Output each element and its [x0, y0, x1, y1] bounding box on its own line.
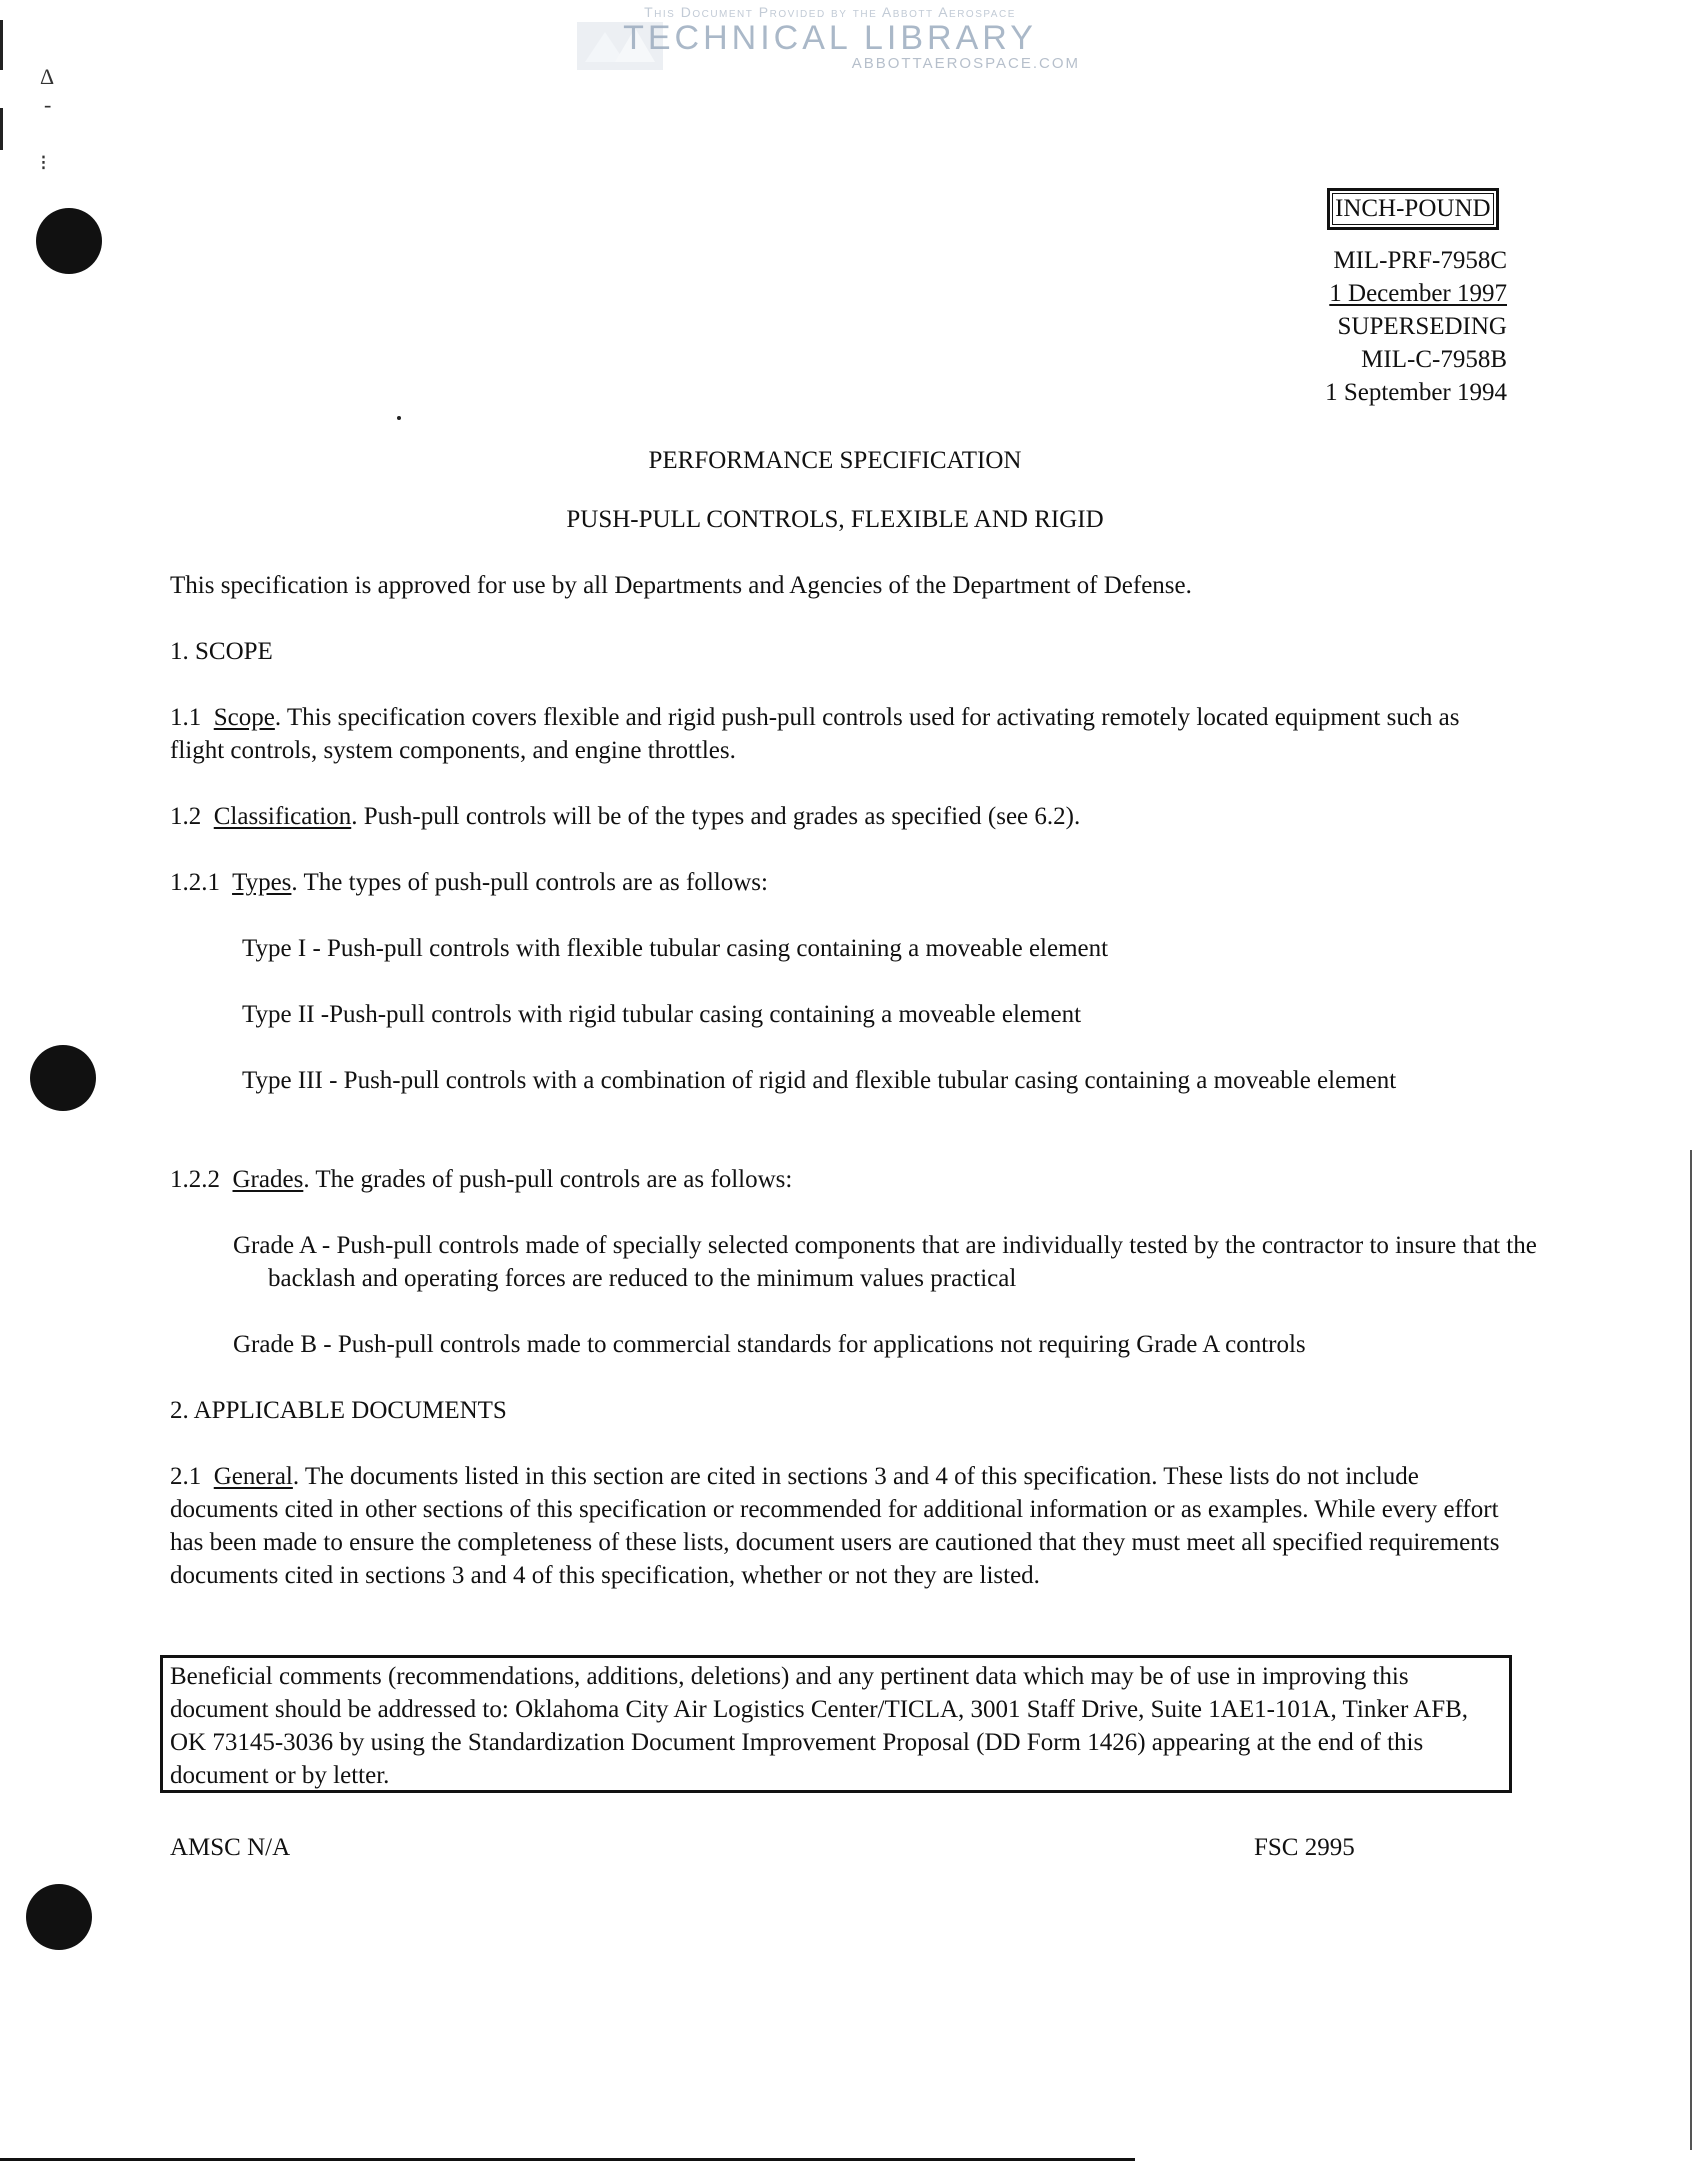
- type-list-item: Type I - Push-pull controls with flexible tubular casing containing a moveable element: [242, 935, 1109, 962]
- para-text: . Push-pull controls will be of the types and grades as specified (see 6.2).: [351, 803, 1081, 830]
- paragraph-2-1: [170, 1460, 1510, 1592]
- paragraph-1-2-1: [170, 866, 1510, 899]
- doc-number: MIL-PRF-7958C: [1333, 247, 1507, 274]
- para-title: General: [213, 1463, 293, 1490]
- watermark: [560, 4, 1100, 72]
- para-text: . This specification covers flexible and rigid push-pull controls used for activating remotely located equipment such as flight controls, system components, and engine throttles.: [170, 704, 1460, 764]
- punch-hole-icon: [26, 1884, 92, 1950]
- para-text: . The grades of push-pull controls are as follows:: [303, 1166, 793, 1193]
- superseding-label: SUPERSEDING: [1337, 313, 1507, 340]
- type-list-item: Type II -Push-pull controls with rigid tubular casing containing a moveable element: [242, 1001, 1082, 1028]
- scan-edge-mark: [0, 108, 3, 150]
- para-title: Scope: [213, 704, 275, 731]
- punch-hole-icon: [36, 208, 102, 274]
- punch-hole-icon: [30, 1045, 96, 1111]
- section-1-heading: 1. SCOPE: [170, 638, 273, 665]
- watermark-title: TECHNICAL LIBRARY: [623, 19, 1037, 57]
- grade-list-item: Grade A - Push-pull controls made of specially selected components that are individually tested by the contractor to insure that the backlash and operating forces are reduced to the minimum values practical: [233, 1232, 1537, 1292]
- spec-title: PUSH-PULL CONTROLS, FLEXIBLE AND RIGID: [566, 506, 1104, 533]
- scan-right-edge: [1690, 1150, 1692, 2150]
- para-title: Classification: [213, 803, 352, 830]
- section-2-heading: 2. APPLICABLE DOCUMENTS: [170, 1397, 507, 1424]
- watermark-url: ABBOTTAEROSPACE.COM: [851, 55, 1080, 72]
- amsc-code: AMSC N/A: [170, 1834, 291, 1861]
- approval-statement: This specification is approved for use by all Departments and Agencies of the Department of Defense.: [170, 572, 1192, 599]
- scan-bottom-edge: [0, 2158, 1135, 2161]
- speck: [397, 416, 401, 420]
- para-number: 1.1: [170, 704, 202, 731]
- spec-type-title: PERFORMANCE SPECIFICATION: [648, 447, 1022, 474]
- para-number: 1.2.2: [170, 1166, 220, 1193]
- doc-date: 1 December 1997: [1329, 280, 1507, 307]
- fsc-code: FSC 2995: [1254, 1834, 1355, 1861]
- para-number: 1.2.1: [170, 869, 220, 896]
- para-text: . The types of push-pull controls are as follows:: [291, 869, 768, 896]
- type-list-item: Type III - Push-pull controls with a combination of rigid and flexible tubular casing containing a moveable element: [242, 1067, 1397, 1094]
- inch-pound-box: INCH-POUND: [1327, 188, 1499, 230]
- scan-edge-mark: [0, 20, 3, 70]
- para-text: . The documents listed in this section are cited in sections 3 and 4 of this specification. These lists do not include documents cited in other sections of this specification or recommended for additional information or as examples. While every effort has been made to ensure the completeness of these lists, document users are cautioned that they must meet all specified requirements documents cited in sections 3 and 4 of this specification, whether or not they are listed.: [170, 1463, 1500, 1589]
- margin-mark: ⁝: [40, 150, 47, 175]
- para-title: Grades: [232, 1166, 304, 1193]
- paragraph-1-1: [170, 701, 1510, 767]
- grade-list-item: Grade B - Push-pull controls made to commercial standards for applications not requiring Grade A controls: [233, 1331, 1306, 1358]
- watermark-provider-line: This Document Provided by the Abbott Aerospace: [644, 4, 1016, 20]
- para-number: 2.1: [170, 1463, 202, 1490]
- para-number: 1.2: [170, 803, 202, 830]
- margin-mark: -: [44, 92, 52, 117]
- para-title: Types: [232, 869, 292, 896]
- margin-mark: Δ: [40, 64, 55, 89]
- superseded-date: 1 September 1994: [1325, 379, 1507, 406]
- comments-notice-text: Beneficial comments (recommendations, additions, deletions) and any pertinent data which may be of use in improving this document should be addressed to: Oklahoma City Air Logistics Center/TICLA, 3001 Staff Drive, Suite 1AE1-101A, Tinker AFB, OK 73145-3036 by using the Standardization Document Improvement Proposal (DD Form 1426) appearing at the end of this document or by letter.: [170, 1663, 1469, 1789]
- paragraph-1-2: [170, 800, 1510, 833]
- superseded-number: MIL-C-7958B: [1361, 346, 1507, 373]
- paragraph-1-2-2: [170, 1163, 1510, 1196]
